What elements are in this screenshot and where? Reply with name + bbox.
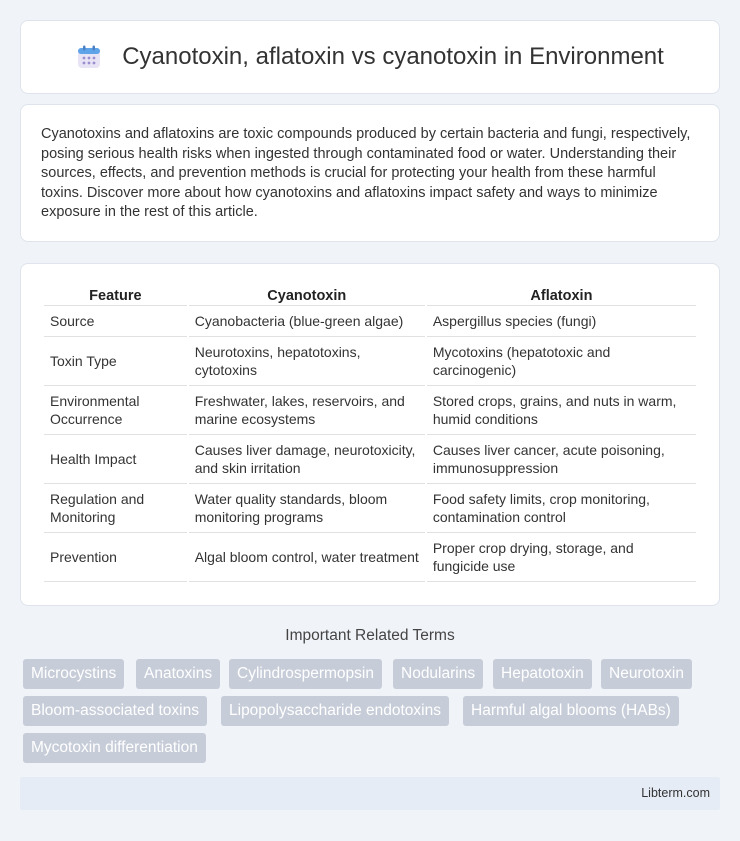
row-aflatoxin: Mycotoxins (hepatotoxic and carcinogenic) [427,337,696,386]
header-card [20,20,720,94]
row-feature: Health Impact [44,435,187,484]
row-cyanotoxin: Causes liver damage, neurotoxicity, and skin irritation [189,435,425,484]
related-terms-title: Important Related Terms [285,627,455,644]
row-cyanotoxin: Cyanobacteria (blue-green algae) [189,306,425,337]
row-aflatoxin: Food safety limits, crop monitoring, contamination control [427,484,696,533]
row-feature: Toxin Type [44,337,187,386]
tag-hepatotoxin[interactable]: Hepatotoxin [493,659,592,689]
tag-mycotoxin-differentiation[interactable]: Mycotoxin differentiation [23,733,206,763]
intro-card [20,104,720,242]
table-row [44,306,696,337]
tag-anatoxins[interactable]: Anatoxins [136,659,220,689]
row-feature: Environmental Occurrence [44,386,187,435]
row-aflatoxin: Causes liver cancer, acute poisoning, immunosuppression [427,435,696,484]
table-row [44,533,696,582]
tag-neurotoxin[interactable]: Neurotoxin [601,659,692,689]
header-cyanotoxin: Cyanotoxin [189,284,425,306]
row-aflatoxin: Aspergillus species (fungi) [427,306,696,337]
tag-nodularins[interactable]: Nodularins [393,659,483,689]
table-row [44,435,696,484]
row-cyanotoxin: Algal bloom control, water treatment [189,533,425,582]
row-cyanotoxin: Water quality standards, bloom monitoring programs [189,484,425,533]
row-feature: Source [44,306,187,337]
row-aflatoxin: Stored crops, grains, and nuts in warm, humid conditions [427,386,696,435]
row-cyanotoxin: Freshwater, lakes, reservoirs, and marine ecosystems [189,386,425,435]
table-row [44,484,696,533]
intro-paragraph: Cyanotoxins and aflatoxins are toxic compounds produced by certain bacteria and fungi, respectively, posing serious health risks when ingested through contaminated food or water. Understanding their sources, effects, and prevention methods is crucial for protecting your health from these harmful toxins. Discover more about how cyanotoxins and aflatoxins impact safety and ways to minimize exposure in the rest of this article. [41,126,691,220]
row-aflatoxin: Proper crop drying, storage, and fungicide use [427,533,696,582]
page-title: Cyanotoxin, aflatoxin vs cyanotoxin in Environment [122,43,664,70]
footer-link[interactable]: Libterm.com [641,786,710,800]
table-header-row [44,284,696,306]
row-feature: Regulation and Monitoring [44,484,187,533]
tag-cylindrospermopsin[interactable]: Cylindrospermopsin [229,659,382,689]
footer [20,777,720,810]
tag-microcystins[interactable]: Microcystins [23,659,124,689]
table-row [44,386,696,435]
comparison-table [42,284,698,582]
calendar-icon [76,44,102,70]
tag-lipopolysaccharide-endotoxins[interactable]: Lipopolysaccharide endotoxins [221,696,449,726]
comparison-table-card [20,263,720,606]
header-inner [76,43,664,71]
tag-bloom-associated-toxins[interactable]: Bloom-associated toxins [23,696,207,726]
row-cyanotoxin: Neurotoxins, hepatotoxins, cytotoxins [189,337,425,386]
table-row [44,337,696,386]
tag-harmful-algal-blooms[interactable]: Harmful algal blooms (HABs) [463,696,679,726]
row-feature: Prevention [44,533,187,582]
header-aflatoxin: Aflatoxin [427,284,696,306]
header-feature: Feature [44,284,187,306]
